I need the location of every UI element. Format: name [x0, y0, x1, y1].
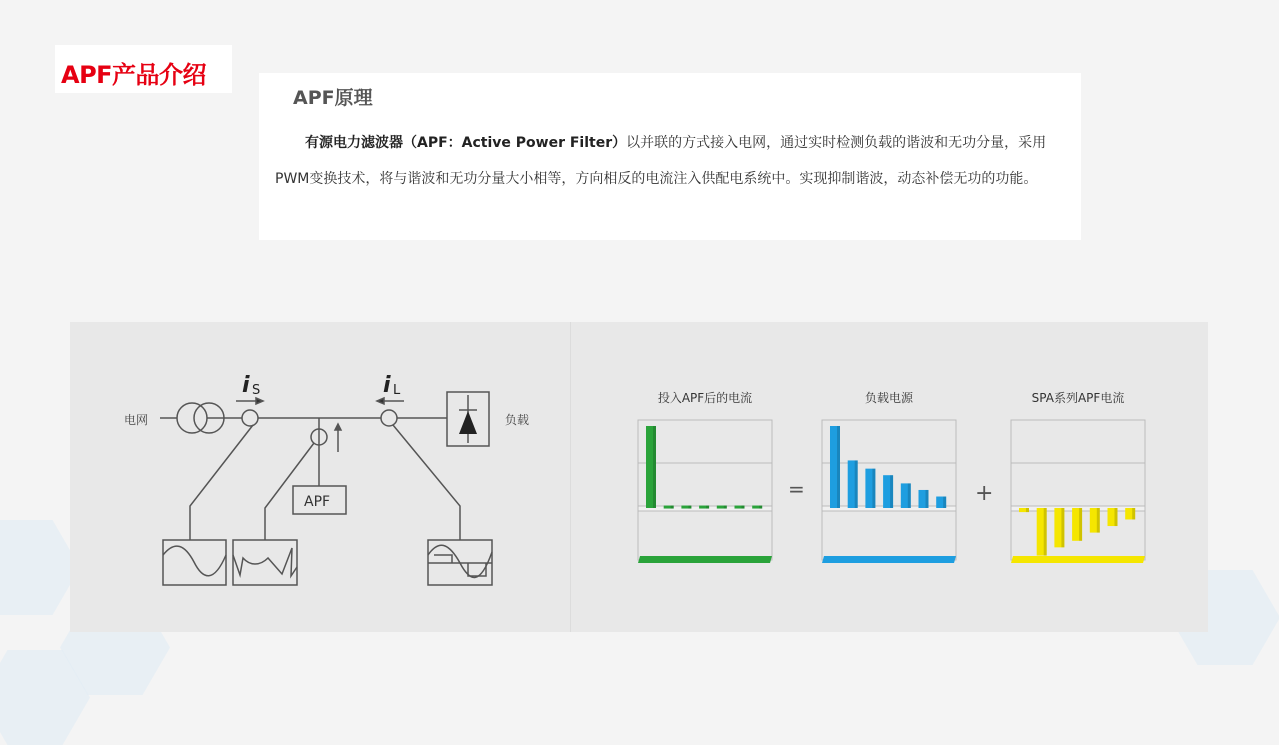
chart-bar-shade — [742, 506, 745, 509]
chart-bar-shade — [1026, 508, 1029, 512]
current-sensor-source — [242, 410, 258, 426]
chart-bar-shade — [1044, 508, 1047, 556]
apf-diagram — [70, 322, 1208, 632]
chart-bar-shade — [872, 469, 875, 508]
sine-waveform — [163, 540, 226, 585]
chart-bar-shade — [653, 426, 656, 508]
sawtooth-waveform — [233, 540, 297, 585]
il-subscript: L — [393, 383, 401, 398]
chart-floor — [822, 556, 956, 563]
chart-floor — [638, 556, 772, 563]
distorted-waveform — [428, 540, 492, 585]
diagram-panel — [70, 322, 1208, 632]
il-label: i — [383, 373, 391, 398]
chart-title: 负载电源 — [864, 391, 914, 405]
chart-bar-shade — [706, 506, 709, 509]
chart-bar-shade — [1097, 508, 1100, 533]
arrow-right-icon — [236, 398, 263, 404]
current-sensor-load — [381, 410, 397, 426]
chart-title: 投入APF后的电流 — [657, 391, 753, 405]
principle-text — [275, 125, 1075, 197]
is-label: i — [242, 373, 250, 398]
chart-bar-shade — [1132, 508, 1135, 519]
chart-frame — [638, 420, 772, 560]
chart-floor — [1011, 556, 1145, 563]
slide-title-box — [55, 45, 232, 93]
chart-bar-shade — [943, 497, 946, 508]
principle-lead: 有源电力滤波器（APF：Active Power Filter） — [305, 135, 627, 151]
chart-bar-shade — [1115, 508, 1118, 526]
load-label: 负载 — [505, 413, 530, 427]
grid-label: 电网 — [124, 413, 149, 427]
arrow-left-icon — [377, 398, 404, 404]
chart-bar-shade — [1061, 508, 1064, 547]
arrow-up-icon — [335, 424, 341, 452]
chart-title: SPA系列APF电流 — [1031, 391, 1125, 405]
chart-bar-shade — [908, 483, 911, 508]
chart-bar-shade — [724, 506, 727, 509]
background-hexagon — [0, 520, 80, 615]
plus-sign: + — [975, 481, 994, 506]
chart-bar-shade — [759, 506, 762, 509]
equals-sign: = — [788, 477, 805, 501]
chart-bar-shade — [855, 460, 858, 508]
slide-title: APF产品介绍 — [61, 61, 207, 89]
chart-bar-shade — [688, 506, 691, 509]
chart-bar-shade — [1079, 508, 1082, 541]
load-diode-icon — [447, 392, 489, 446]
chart-bar-shade — [671, 506, 674, 509]
principle-body: 以并联的方式接入电网，通过实时检测负载的谐波和无功分量，采用PWM变换技术，将与谐波和无功分量大小相等，方向相反的电流注入供配电系统中。实现抑制谐波，动态补偿无功的功能。 — [275, 135, 1047, 187]
principle-panel — [259, 73, 1081, 240]
principle-heading: APF原理 — [293, 87, 373, 109]
chart-bar-shade — [890, 475, 893, 508]
chart-bar-shade — [926, 490, 929, 508]
chart-bar-shade — [837, 426, 840, 508]
is-subscript: S — [252, 383, 261, 398]
apf-label: APF — [304, 494, 331, 510]
